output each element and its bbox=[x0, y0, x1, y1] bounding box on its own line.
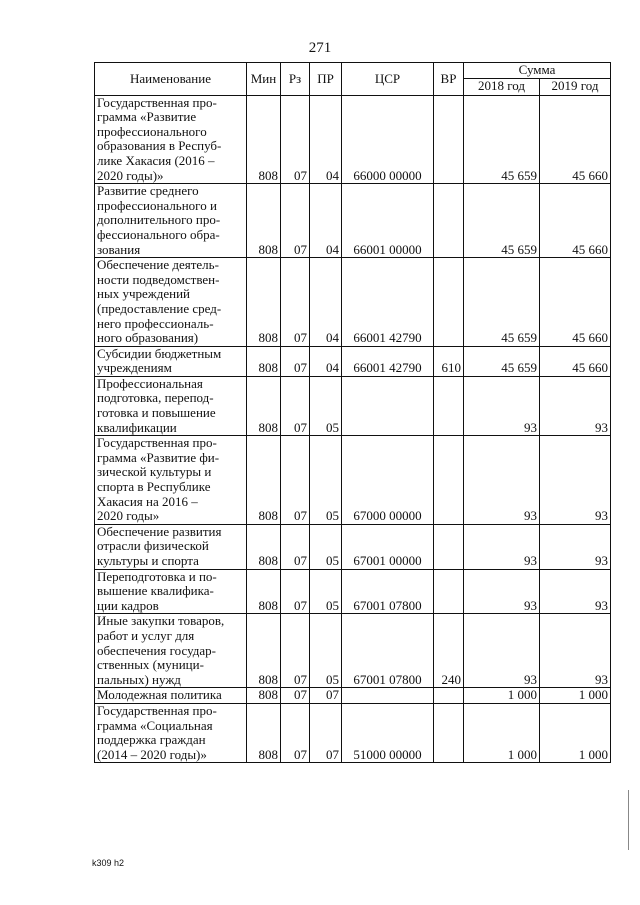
row-2018: 93 bbox=[464, 524, 540, 569]
page-number: 271 bbox=[308, 40, 332, 56]
table-row bbox=[95, 569, 611, 614]
row-pr: 05 bbox=[310, 376, 342, 435]
table-row bbox=[95, 688, 611, 704]
row-vr bbox=[434, 95, 464, 184]
row-rz: 07 bbox=[281, 614, 310, 688]
row-2019: 93 bbox=[540, 436, 611, 525]
row-2019: 93 bbox=[540, 376, 611, 435]
row-pr: 04 bbox=[310, 346, 342, 376]
row-vr bbox=[434, 524, 464, 569]
row-2018: 1 000 bbox=[464, 688, 540, 704]
row-pr: 04 bbox=[310, 258, 342, 347]
row-csr: 66001 42790 bbox=[342, 346, 434, 376]
row-2019: 93 bbox=[540, 614, 611, 688]
row-vr bbox=[434, 184, 464, 258]
budget-table bbox=[94, 62, 611, 763]
row-vr bbox=[434, 376, 464, 435]
row-vr bbox=[434, 569, 464, 614]
row-name: Государственная про- грамма «Социальная поддержка граждан (2014 – 2020 годы)» bbox=[95, 703, 247, 762]
scan-artifact-line bbox=[628, 790, 629, 850]
row-name: Государственная про- грамма «Развитие профессионального образования в Респуб- лике Хакасия (2016 – 2020 годы)» bbox=[95, 95, 247, 184]
row-csr bbox=[342, 688, 434, 704]
row-name: Субсидии бюджетным учреждениям bbox=[95, 346, 247, 376]
row-name: Обеспечение развития отрасли физической культуры и спорта bbox=[95, 524, 247, 569]
row-2019: 1 000 bbox=[540, 703, 611, 762]
row-rz: 07 bbox=[281, 95, 310, 184]
row-2019: 45 660 bbox=[540, 184, 611, 258]
row-pr: 07 bbox=[310, 688, 342, 704]
row-2018: 93 bbox=[464, 614, 540, 688]
row-2019: 45 660 bbox=[540, 258, 611, 347]
header-name: Наименование bbox=[95, 63, 247, 96]
header-vr: ВР bbox=[434, 63, 464, 96]
row-pr: 05 bbox=[310, 436, 342, 525]
row-name: Профессиональная подготовка, перепод- готовка и повышение квалификации bbox=[95, 376, 247, 435]
row-name: Государственная про- грамма «Развитие фи- зической культуры и спорта в Республике Хакасия на 2016 – 2020 годы» bbox=[95, 436, 247, 525]
row-pr: 07 bbox=[310, 703, 342, 762]
row-name: Иные закупки товаров, работ и услуг для обеспечения государ- ственных (муници- пальных) нужд bbox=[95, 614, 247, 688]
row-2018: 45 659 bbox=[464, 95, 540, 184]
table-row bbox=[95, 184, 611, 258]
row-rz: 07 bbox=[281, 184, 310, 258]
row-2018: 93 bbox=[464, 436, 540, 525]
row-min: 808 bbox=[247, 614, 281, 688]
row-2019: 1 000 bbox=[540, 688, 611, 704]
row-2019: 93 bbox=[540, 524, 611, 569]
row-pr: 04 bbox=[310, 95, 342, 184]
header-pr: ПР bbox=[310, 63, 342, 96]
table-row bbox=[95, 95, 611, 184]
row-vr: 610 bbox=[434, 346, 464, 376]
table-row bbox=[95, 346, 611, 376]
row-rz: 07 bbox=[281, 436, 310, 525]
header-2018: 2018 год bbox=[464, 78, 540, 95]
row-2018: 45 659 bbox=[464, 184, 540, 258]
row-name: Обеспечение деятель- ности подведомствен- ных учреждений (предоставление сред- него профессиональ- ного образования) bbox=[95, 258, 247, 347]
row-2018: 93 bbox=[464, 569, 540, 614]
row-name: Молодежная политика bbox=[95, 688, 247, 704]
row-csr bbox=[342, 376, 434, 435]
row-csr: 66001 00000 bbox=[342, 184, 434, 258]
row-name: Переподготовка и по- вышение квалифика- ции кадров bbox=[95, 569, 247, 614]
row-pr: 05 bbox=[310, 569, 342, 614]
row-rz: 07 bbox=[281, 346, 310, 376]
table-row bbox=[95, 703, 611, 762]
table-row bbox=[95, 524, 611, 569]
table-row bbox=[95, 436, 611, 525]
row-min: 808 bbox=[247, 258, 281, 347]
row-csr: 67001 07800 bbox=[342, 569, 434, 614]
row-2019: 45 660 bbox=[540, 346, 611, 376]
row-pr: 05 bbox=[310, 524, 342, 569]
row-csr: 66001 42790 bbox=[342, 258, 434, 347]
row-2019: 45 660 bbox=[540, 95, 611, 184]
row-vr bbox=[434, 436, 464, 525]
row-name: Развитие среднего профессионального и дополнительного про- фессионального обра- зования bbox=[95, 184, 247, 258]
row-min: 808 bbox=[247, 95, 281, 184]
row-rz: 07 bbox=[281, 376, 310, 435]
table-row bbox=[95, 376, 611, 435]
row-csr: 51000 00000 bbox=[342, 703, 434, 762]
row-vr bbox=[434, 703, 464, 762]
row-csr: 67001 07800 bbox=[342, 614, 434, 688]
footer-code: k309 h2 bbox=[92, 858, 125, 868]
row-2018: 1 000 bbox=[464, 703, 540, 762]
header-csr: ЦСР bbox=[342, 63, 434, 96]
row-csr: 67001 00000 bbox=[342, 524, 434, 569]
row-min: 808 bbox=[247, 184, 281, 258]
table-row bbox=[95, 614, 611, 688]
row-2018: 45 659 bbox=[464, 346, 540, 376]
header-sum: Сумма bbox=[464, 63, 611, 79]
row-pr: 05 bbox=[310, 614, 342, 688]
row-2018: 93 bbox=[464, 376, 540, 435]
row-rz: 07 bbox=[281, 688, 310, 704]
row-rz: 07 bbox=[281, 524, 310, 569]
header-rz: Рз bbox=[281, 63, 310, 96]
row-vr: 240 bbox=[434, 614, 464, 688]
row-rz: 07 bbox=[281, 258, 310, 347]
row-rz: 07 bbox=[281, 569, 310, 614]
row-min: 808 bbox=[247, 346, 281, 376]
row-2018: 45 659 bbox=[464, 258, 540, 347]
row-csr: 67000 00000 bbox=[342, 436, 434, 525]
header-2019: 2019 год bbox=[540, 78, 611, 95]
row-vr bbox=[434, 258, 464, 347]
row-min: 808 bbox=[247, 376, 281, 435]
header-min: Мин bbox=[247, 63, 281, 96]
row-2019: 93 bbox=[540, 569, 611, 614]
row-min: 808 bbox=[247, 569, 281, 614]
row-min: 808 bbox=[247, 703, 281, 762]
row-vr bbox=[434, 688, 464, 704]
row-csr: 66000 00000 bbox=[342, 95, 434, 184]
row-rz: 07 bbox=[281, 703, 310, 762]
table-row bbox=[95, 258, 611, 347]
row-min: 808 bbox=[247, 688, 281, 704]
row-pr: 04 bbox=[310, 184, 342, 258]
row-min: 808 bbox=[247, 436, 281, 525]
row-min: 808 bbox=[247, 524, 281, 569]
